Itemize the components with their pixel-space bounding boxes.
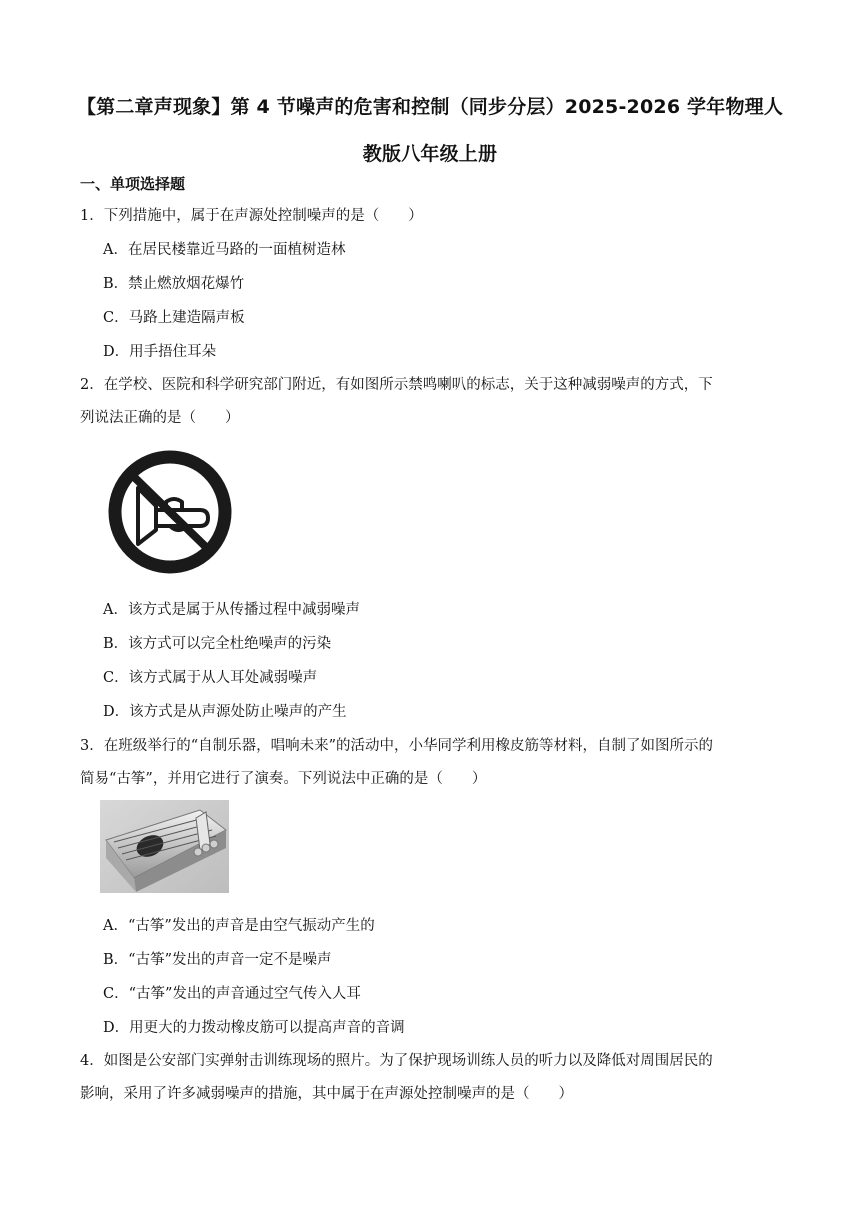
question-3-stem-line-1: 3．在班级举行的“自制乐器，唱响未来”的活动中，小华同学利用橡皮筋等材料，自制了如图所示的 bbox=[80, 738, 714, 754]
question-1-option-b: B．禁止燃放烟花爆竹 bbox=[103, 276, 245, 292]
question-1-option-d: D．用手捂住耳朵 bbox=[103, 344, 217, 360]
question-2-option-a: A．该方式是属于从传播过程中减弱噪声 bbox=[103, 602, 360, 618]
question-1-stem: 1．下列措施中，属于在声源处控制噪声的是（ ） bbox=[80, 208, 423, 224]
question-3-option-d: D．用更大的力拨动橡皮筋可以提高声音的音调 bbox=[103, 1020, 405, 1036]
guzheng-photo-image bbox=[100, 800, 229, 893]
no-horn-sign-image bbox=[104, 448, 236, 576]
question-2-option-b: B．该方式可以完全杜绝噪声的污染 bbox=[103, 636, 332, 652]
question-3-stem-line-2: 简易“古筝”，并用它进行了演奏。下列说法中正确的是（ ） bbox=[80, 771, 487, 787]
section-heading: 一、单项选择题 bbox=[80, 175, 186, 193]
question-2-option-d: D．该方式是从声源处防止噪声的产生 bbox=[103, 704, 347, 720]
question-2-stem-line-2: 列说法正确的是（ ） bbox=[80, 410, 240, 426]
question-3-option-b: B．“古筝”发出的声音一定不是噪声 bbox=[103, 952, 332, 968]
question-3-option-a: A．“古筝”发出的声音是由空气振动产生的 bbox=[103, 918, 375, 934]
document-title-line-2: 教版八年级上册 bbox=[362, 143, 498, 165]
question-1-option-a: A．在居民楼靠近马路的一面植树造林 bbox=[103, 242, 346, 258]
question-1-option-c: C．马路上建造隔声板 bbox=[103, 310, 245, 326]
question-2-option-c: C．该方式属于从人耳处减弱噪声 bbox=[103, 670, 318, 686]
question-3-option-c: C．“古筝”发出的声音通过空气传入人耳 bbox=[103, 986, 361, 1002]
question-2-stem-line-1: 2．在学校、医院和科学研究部门附近，有如图所示禁鸣喇叭的标志，关于这种减弱噪声的方式，下 bbox=[80, 377, 713, 393]
question-4-stem-line-2: 影响，采用了许多减弱噪声的措施，其中属于在声源处控制噪声的是（ ） bbox=[80, 1086, 573, 1102]
question-4-stem-line-1: 4．如图是公安部门实弹射击训练现场的照片。为了保护现场训练人员的听力以及降低对周围居民的 bbox=[80, 1053, 713, 1069]
document-title-line-1: 【第二章声现象】第 4 节噪声的危害和控制（同步分层）2025-2026 学年物理人 bbox=[76, 96, 784, 118]
